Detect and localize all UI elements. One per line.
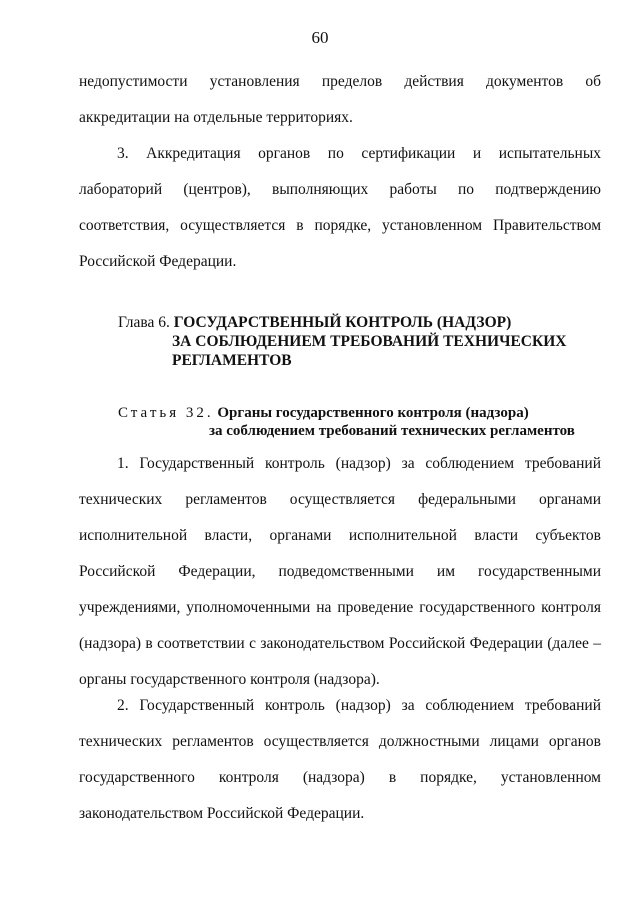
paragraph-accreditation: 3. Аккредитация органов по сертификации и испытательных лабораторий (центров), выполняющих работы по подтверждению соответствия, осуществляется в порядке, установленном Правительством Российской Федерации.	[79, 145, 601, 270]
article-title-line2: за соблюдением требований технических регламентов	[209, 423, 575, 439]
chapter-title-line1: ГОСУДАРСТВЕННЫЙ КОНТРОЛЬ (НАДЗОР)	[173, 314, 512, 331]
paragraph-continuation: недопустимости установления пределов действия документов об аккредитации на отдельные территориях.	[79, 73, 601, 126]
page-number: 60	[311, 28, 329, 47]
article-title-line1: Органы государственного контроля (надзора)	[217, 405, 529, 421]
chapter-heading	[118, 313, 598, 370]
chapter-title-continuation: ЗА СОБЛЮДЕНИЕМ ТРЕБОВАНИЙ ТЕХНИЧЕСКИХ РЕГЛАМЕНТОВ	[172, 333, 567, 369]
chapter-label: Глава 6.	[118, 314, 170, 331]
article-heading	[118, 404, 598, 440]
paragraph-article-32-item-1: 1. Государственный контроль (надзор) за соблюдением требований технических регламентов осуществляется федеральными органами исполнительной власти, органами исполнительной власти субъектов Российской Федерации, подведомственными им государственными учреждениями, уполномоченными на проведение государственного контроля (надзора) в соответствии с законодательством Российской Федерации (далее – органы государственного контроля (надзора).	[79, 455, 601, 688]
article-label: Статья 32.	[118, 405, 214, 421]
paragraph-article-32-item-2: 2. Государственный контроль (надзор) за соблюдением требований технических регламентов осуществляется должностными лицами органов государственного контроля (надзора) в порядке, установленном законодательством Российской Федерации.	[79, 697, 601, 822]
